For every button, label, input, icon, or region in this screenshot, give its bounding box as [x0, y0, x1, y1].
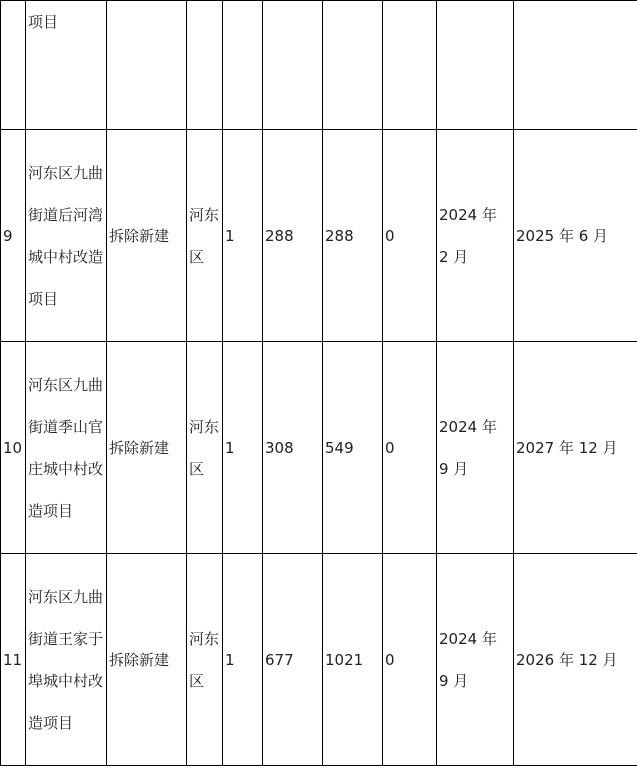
cell-start: 2024 年 9 月 — [437, 342, 514, 554]
cell-type: 拆除新建 — [107, 554, 187, 766]
cell-units — [323, 1, 383, 130]
cell-name: 河东区九曲街道季山官庄城中村改造项目 — [26, 342, 107, 554]
cell-end: 2027 年 12 月 — [514, 342, 637, 554]
cell-zero — [383, 1, 437, 130]
cell-count — [223, 1, 263, 130]
cell-name: 河东区九曲街道后河湾城中村改造项目 — [26, 130, 107, 342]
table-row — [1, 554, 637, 766]
cell-households — [263, 1, 323, 130]
cell-start — [437, 1, 514, 130]
cell-district — [187, 1, 223, 130]
cell-zero: 0 — [383, 554, 437, 766]
cell-no: 10 — [1, 342, 26, 554]
cell-start: 2024 年 9 月 — [437, 554, 514, 766]
cell-households: 677 — [263, 554, 323, 766]
table-row — [1, 1, 637, 130]
cell-households: 308 — [263, 342, 323, 554]
cell-name: 项目 — [26, 1, 107, 130]
cell-count: 1 — [223, 342, 263, 554]
cell-no: 11 — [1, 554, 26, 766]
cell-count: 1 — [223, 130, 263, 342]
cell-name: 河东区九曲街道王家于埠城中村改造项目 — [26, 554, 107, 766]
cell-count: 1 — [223, 554, 263, 766]
cell-no — [1, 1, 26, 130]
cell-zero: 0 — [383, 130, 437, 342]
cell-end: 2025 年 6 月 — [514, 130, 637, 342]
cell-type: 拆除新建 — [107, 342, 187, 554]
cell-end: 2026 年 12 月 — [514, 554, 637, 766]
cell-start: 2024 年 2 月 — [437, 130, 514, 342]
table-row — [1, 130, 637, 342]
cell-units: 549 — [323, 342, 383, 554]
cell-zero: 0 — [383, 342, 437, 554]
table-row — [1, 342, 637, 554]
cell-district: 河东区 — [187, 554, 223, 766]
cell-district: 河东区 — [187, 342, 223, 554]
cell-no: 9 — [1, 130, 26, 342]
cell-district: 河东区 — [187, 130, 223, 342]
cell-type — [107, 1, 187, 130]
cell-end — [514, 1, 637, 130]
cell-type: 拆除新建 — [107, 130, 187, 342]
cell-households: 288 — [263, 130, 323, 342]
cell-units: 1021 — [323, 554, 383, 766]
cell-units: 288 — [323, 130, 383, 342]
